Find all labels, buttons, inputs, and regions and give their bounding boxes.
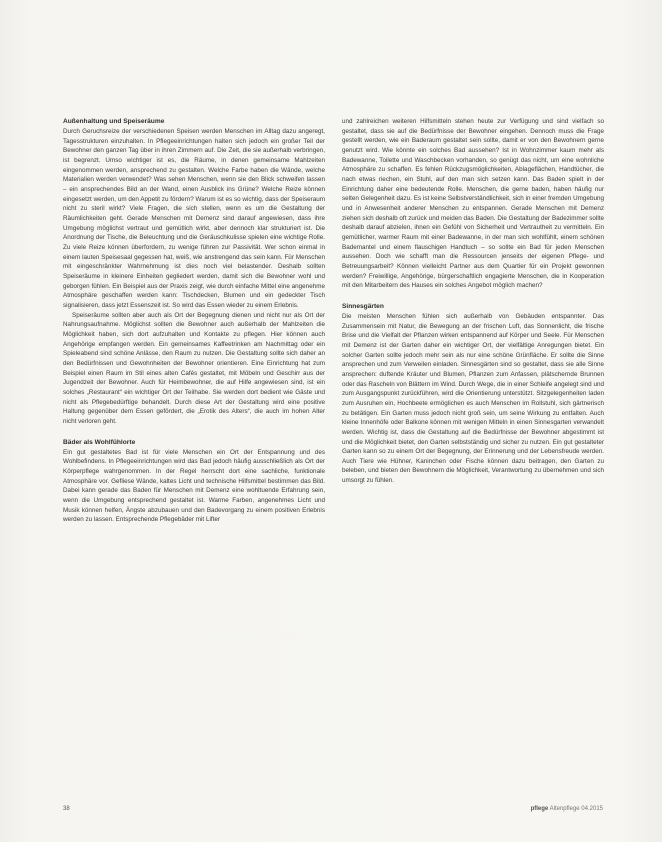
right-column xyxy=(342,117,604,486)
page-number: 38 xyxy=(63,806,70,812)
magazine-credit xyxy=(531,806,603,812)
paragraph: und zahlreichen weiteren Hilfsmitteln stehen heute zur Verfügung und sind vielfach so gestaltet, dass sie auf die Bedürfnisse der Bewohner eingehen. Dennoch muss die Frage gestellt werden, wie ein Baderaum gestaltet sein sollte, damit er von den Bewohnern gerne genutzt wird. Wie könnte ein solches Bad aussehen? Ist in Wohnzimmer kaum mehr als Badewanne, Toilette und Waschbecken vorhanden, so genügt das nicht, um eine wohnliche Atmosphäre zu schaffen. Es fehlen Rückzugsmöglichkeiten, Ablageflächen, Handtücher, die nach etwas riechen, ein Stuhl, auf den man sich setzen kann. Das Baden spielt in der Einrichtung daher eine bedeutende Rolle. Menschen, die gerne baden, haben häufig nur selten Gelegenheit dazu. Es ist keine Selbstverständlichkeit, sich in einer fremden Umgebung und in Anwesenheit anderer Menschen zu entspannen. Gerade Menschen mit Demenz ziehen sich deshalb oft zurück und meiden das Baden. Die Gestaltung der Badezimmer sollte deshalb darauf abzielen, ihnen ein Gefühl von Sicherheit und Vertrautheit zu vermitteln. Ein gemütlicher, warmer Raum mit einer Badewanne, in der man sich wohlfühlt, einem schönen Bademantel und einem flauschigen Handtuch – so sollte ein Bad für jeden Menschen aussehen. Doch wie schafft man die Ressourcen jenseits der eigenen Pflege- und Betreuungsarbeit? Können vielleicht Partner aus dem Quartier für ein Projekt gewonnen werden? Freiwillige, Angehörige, bürgerschaftlich engagierte Menschen, die in Kooperation mit den Mitarbeitern des Hauses ein solches Angebot möglich machen? xyxy=(342,118,604,290)
paragraph: Durch Geruchsreize der verschiedenen Speisen werden Menschen im Alltag dazu angeregt, Tagesstrukturen einzuhalten. In Pflegeeinrichtungen halten sich jedoch ein großer Teil der Bewohner den ganzen Tag über in ihren Zimmern auf. Die Zeit, die sie außerhalb verbringen, ist begrenzt. Umso wichtiger ist es, die Räume, in denen gemeinsame Mahlzeiten eingenommen werden, ansprechend zu gestalten. Welche Farbe haben die Wände, welche Materialien werden verwendet? Was sehen Menschen, wenn sie den Blick schweifen lassen – ein ansprechendes Bild an der Wand, einen Ausblick ins Grüne? Welche Reize können eingesetzt werden, um den Appetit zu fördern? Warum ist es so wichtig, dass der Speiseraum nicht zu steril wirkt? Viele Fragen, die sich stellen, wenn es um die Gestaltung der Räumlichkeiten geht. Gerade Menschen mit Demenz sind darauf angewiesen, dass ihre Umgebung möglichst vertraut und gemütlich wirkt, aber dennoch klar strukturiert ist. Die Anordnung der Tische, die Beleuchtung und die Geräuschkulisse spielen eine wichtige Rolle. Zu viele Reize können überfordern, zu wenige führen zur Passivität. Wer schon einmal in einem lauten Speisesaal gegessen hat, weiß, wie anstrengend das sein kann. Für Menschen mit eingeschränkter Wahrnehmung ist dies noch viel belastender. Deshalb sollten Speiseräume in kleinere Einheiten gegliedert werden, damit sich die Bewohner wohl und geborgen fühlen. Ein Beispiel aus der Praxis zeigt, wie durch einfache Mittel eine angenehme Atmosphäre geschaffen werden kann: Tischdecken, Blumen und ein gedeckter Tisch signalisieren, dass jetzt Essenszeit ist. So wird das Essen wieder zu einem Erlebnis. xyxy=(63,128,325,309)
paragraph: Speiseräume sollten aber auch als Ort der Begegnung dienen und nicht nur als Ort der Nahrungsaufnahme. Möglichst sollten die Bewohner auch außerhalb der Mahlzeiten die Möglichkeit haben, sich dort aufzuhalten und Kontakte zu pflegen. Hier können auch Angehörige empfangen werden. Ein gemeinsames Kaffeetrinken am Nachmittag oder ein Spieleabend sind schöne Anlässe, den Raum zu nutzen. Die Gestaltung sollte sich daher an den Bedürfnissen und Gewohnheiten der Bewohner orientieren. Eine Einrichtung hat zum Beispiel einen Raum im Stil eines alten Cafés gestaltet, mit Möbeln und Geschirr aus der Jugendzeit der Bewohner. Auch für Heimbewohner, die auf Hilfe angewiesen sind, ist ein solches „Restaurant“ ein wichtiger Ort der Teilhabe. Sie werden dort bedient wie Gäste und nicht als Pflegebedürftige behandelt. Durch diese Art der Gestaltung wird eine positive Haltung gegenüber dem Essen gefördert, die „Erotik des Alters“, die auch im hohen Alter nicht verloren geht. xyxy=(63,311,325,425)
magazine-name: pflege xyxy=(530,806,549,812)
page-footer xyxy=(63,806,603,818)
left-column xyxy=(63,117,325,525)
magazine-issue: Altenpflege 04.2015 xyxy=(549,806,603,812)
section-heading-sinnesgaerten: Sinnesgärten xyxy=(342,302,384,310)
section-spacer xyxy=(342,291,604,302)
section-spacer xyxy=(63,427,325,438)
section-heading-speiseraeume: Außenhaltung und Speiseräume xyxy=(63,118,165,125)
paragraph: Ein gut gestaltetes Bad ist für viele Menschen ein Ort der Entspannung und des Wohlbefindens. In Pflegeeinrichtungen wird das Bad jedoch häufig ausschließlich als Ort der Körperpflege wahrgenommen. In der Regel herrscht dort eine sachliche, funktionale Atmosphäre vor. Gefliese Wände, kaltes Licht und technische Hilfsmittel bestimmen das Bild. Dabei kann gerade das Baden für Menschen mit Demenz eine wohltuende Erfahrung sein, wenn die Umgebung entsprechend gestaltet ist. Warme Farben, angenehmes Licht und Musik können helfen, Ängste abzubauen und den Badevorgang zu einem positiven Erlebnis werden zu lassen. Entsprechende Pflegebäder mit Lifter xyxy=(63,448,325,524)
paragraph: Die meisten Menschen fühlen sich außerhalb von Gebäuden entspannter. Das Zusammensein mit Natur, die Bewegung an der frischen Luft, das Sonnenlicht, die frische Brise und die Vielfalt der Pflanzen wirken entspannend auf Körper und Seele. Für Menschen mit Demenz ist der Garten daher ein wichtiger Ort, der vielfältige Anregungen bietet. Ein solcher Garten sollte jedoch mehr sein als nur eine schöne Grünfläche. Er sollte die Sinne ansprechen und zum Verweilen einladen. Sinnesgärten sind so gestaltet, dass sie alle Sinne ansprechen: duftende Kräuter und Blumen, Pflanzen zum Anfassen, plätschernde Brunnen oder das Rascheln von Blättern im Wind. Durch Wege, die in einer Schleife angelegt sind und zum Ausgangspunkt zurückführen, wird die Orientierung unterstützt. Sitzgelegenheiten laden zum Ausruhen ein, Hochbeete ermöglichen es auch Menschen im Rollstuhl, sich gärtnerisch zu betätigen. Ein Garten muss jedoch nicht groß sein, um seine Wirkung zu entfalten. Auch kleine Innenhöfe oder Balkone können mit wenigen Mitteln in einen Sinnesgarten verwandelt werden. Wichtig ist, dass die Gestaltung auf die Bedürfnisse der Bewohner abgestimmt ist und die Möglichkeit bietet, den Garten selbstständig und sicher zu nutzen. Ein gut gestalteter Garten kann so zu einem Ort der Begegnung, der Erinnerung und der Lebensfreude werden. Auch Tiere wie Hühner, Kaninchen oder Fische können dazu beitragen, den Garten zu beleben, und bieten den Bewohnern die Möglichkeit, Verantwortung zu übernehmen und sich umsorgt zu fühlen. xyxy=(342,312,604,485)
section-heading-baeder: Bäder als Wohlfühlorte xyxy=(63,438,136,446)
